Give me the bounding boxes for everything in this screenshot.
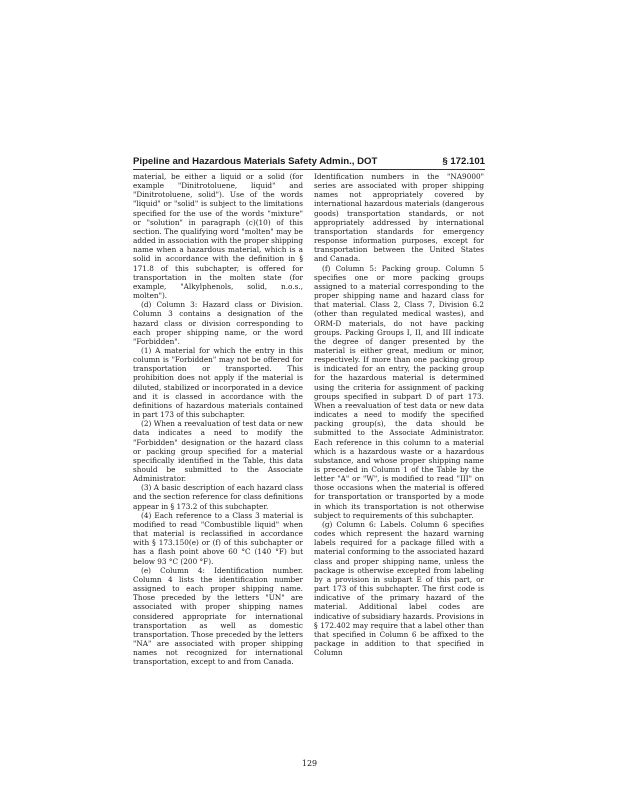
header-rule [133,169,485,170]
text-column-right [314,172,484,762]
paragraph: (d) Column 3: Hazard class or Division. Column 3 contains a designation of the hazard class or division corresponding to each proper shipping name, or the word "Forbidden". [133,300,303,346]
paragraph: material, be either a liquid or a solid (for example "Dinitrotoluene, liquid" and "Dinitrotoluene, solid"). Use of the words "liquid" or "solid" is subject to the limitations specified for the use of the words "mixture" or "solution" in paragraph (c)(10) of this section. The qualifying word "molten" may be added in association with the proper shipping name when a hazardous material, which is a solid in accordance with the definition in § 171.8 of this subchapter, is offered for transportation in the molten state (for example, "Alkylphenols, solid, n.o.s., molten"). [133,172,303,301]
paragraph: Identification numbers in the "NA9000" series are associated with proper shipping names not appropriately covered by international hazardous materials (dangerous goods) transportation standards, or not appropriately addressed by international transportation standards for emergency response information purposes, except for transportation between the United States and Canada. [314,172,484,264]
paragraph: (2) When a reevaluation of test data or new data indicates a need to modify the "Forbidden" designation or the hazard class or packing group specified for a material specifically identified in the Table, this data should be submitted to the Associate Administrator. [133,419,303,484]
header-section: § 172.101 [442,156,485,167]
header-title: Pipeline and Hazardous Materials Safety Admin., DOT [133,156,378,167]
text-column-left [133,172,303,762]
page-number: 129 [301,759,318,768]
paragraph: (4) Each reference to a Class 3 material is modified to read "Combustible liquid" when that material is reclassified in accordance with § 173.150(e) or (f) of this subchapter or has a flash point above 60 °C (140 °F) but below 93 °C (200 °F). [133,510,303,566]
paragraph: (3) A basic description of each hazard class and the section reference for class definitions appear in § 173.2 of this subchapter. [133,483,303,511]
paragraph: (1) A material for which the entry in this column is "Forbidden" may not be offered for transportation or transported. This prohibition does not apply if the material is diluted, stabilized or incorporated in a device and it is classed in accordance with the definitions of hazardous materials contained in part 173 of this subchapter. [133,345,303,420]
paragraph: (g) Column 6: Labels. Column 6 specifies codes which represent the hazard warning labels required for a package filled with a material conforming to the associated hazard class and proper shipping name, unless the package is otherwise excepted from labeling by a provision in subpart E of this part, or part 173 of this subchapter. The first code is indicative of the primary hazard of the material. Additional label codes are indicative of subsidiary hazards. Provisions in § 172.402 may require that a label other than that specified in Column 6 be affixed to the package in addition to that specified in Column [314,519,484,658]
paragraph: (f) Column 5: Packing group. Column 5 specifies one or more packing groups assigned to a material corresponding to the proper shipping name and hazard class for that material. Class 2, Class 7, Division 6.2 (other than regulated medical wastes), and ORM-D materials, do not have packing groups. Packing Groups I, II, and III indicate the degree of danger presented by the material is either great, medium or minor, respectively. If more than one packing group is indicated for an entry, the packing group for the hazardous material is determined using the criteria for assignment of packing groups specified in subpart D of part 173. When a reevaluation of test data or new data indicates a need to modify the specified packing group(s), the data should be submitted to the Associate Administrator. Each reference in this column to a material which is a hazardous waste or a hazardous substance, and whose proper shipping name is preceded in Column 1 of the Table by the letter "A" or "W", is modified to read "III" on those occasions when the material is offered for transportation or transported by a mode in which its transportation is not otherwise subject to requirements of this subchapter. [314,263,484,520]
paragraph: (e) Column 4: Identification number. Column 4 lists the identification number assigned to each proper shipping name. Those preceded by the letters "UN" are associated with proper shipping names considered appropriate for international transportation as well as domestic transportation. Those preceded by the letters "NA" are associated with proper shipping names not recognized for international transportation, except to and from Canada. [133,565,303,667]
running-header [133,156,485,170]
